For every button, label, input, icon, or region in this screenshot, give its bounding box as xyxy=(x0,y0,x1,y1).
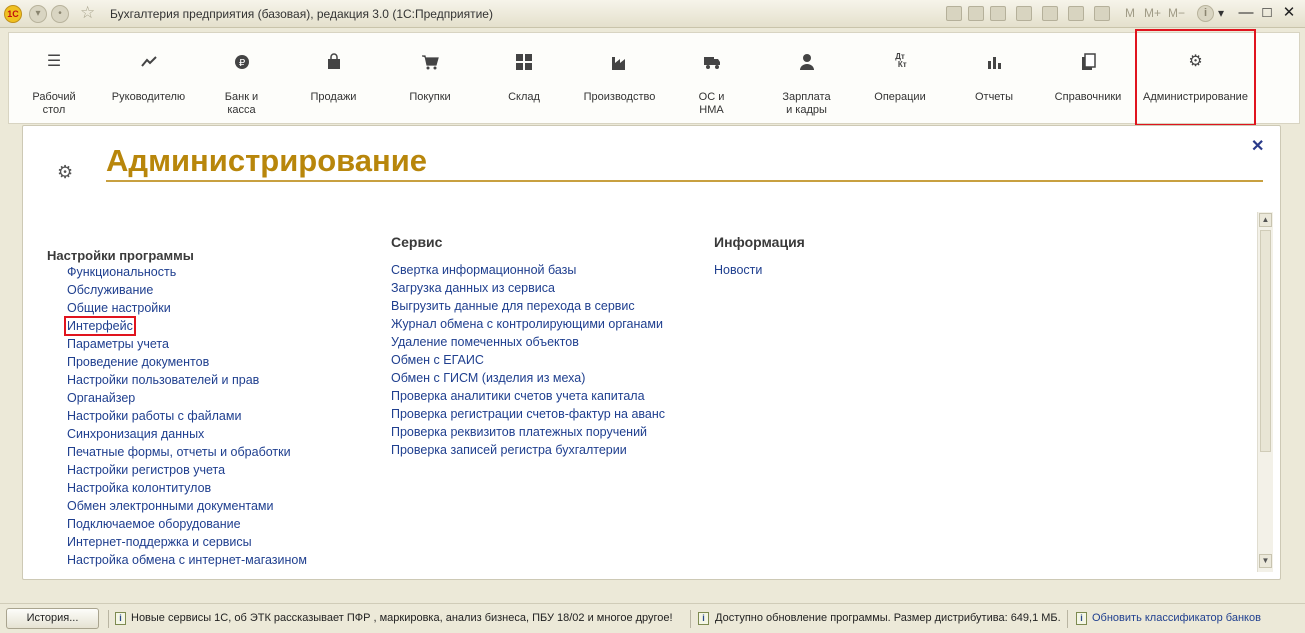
memory-plus-button[interactable]: M+ xyxy=(1144,6,1162,20)
link-interface[interactable]: Интерфейс xyxy=(67,319,133,333)
section-label: Администрирование xyxy=(1143,91,1248,103)
truck-icon xyxy=(703,53,721,71)
link-edo[interactable]: Обмен электронными документами xyxy=(67,499,274,513)
svg-text:₽: ₽ xyxy=(238,58,245,69)
link-delete-marked[interactable]: Удаление помеченных объектов xyxy=(391,335,579,349)
memory-m-button[interactable]: M xyxy=(1125,6,1135,20)
link-general-settings[interactable]: Общие настройки xyxy=(67,301,171,315)
close-window-button[interactable]: ✕ xyxy=(1282,4,1296,21)
section-label: Отчеты xyxy=(974,91,1014,103)
grid-icon xyxy=(515,53,533,71)
section-label: Рабочий стол xyxy=(32,91,76,116)
divider xyxy=(108,610,109,628)
favorites-star-icon[interactable]: ☆ xyxy=(80,3,96,22)
sections-panel xyxy=(8,32,1300,124)
vertical-scrollbar[interactable] xyxy=(1257,212,1273,572)
trend-icon xyxy=(140,53,158,71)
status-message-news[interactable]: Новые сервисы 1С, об ЭТК рассказывает ПФР , маркировка, анализ бизнеса, ПБУ 18/02 и многое другое! xyxy=(131,612,673,624)
info-icon: i xyxy=(1076,612,1087,625)
gear-icon: ⚙ xyxy=(57,162,74,182)
status-message-update[interactable]: Доступно обновление программы. Размер дистрибутива: 649,1 МБ. xyxy=(715,612,1061,624)
link-exchange-journal[interactable]: Журнал обмена с контролирующими органами xyxy=(391,317,663,331)
section-bank[interactable] xyxy=(199,33,284,125)
update-bank-classifier-link[interactable]: Обновить классификатор банков xyxy=(1092,612,1261,624)
scroll-thumb[interactable] xyxy=(1260,230,1271,452)
calculator-icon[interactable] xyxy=(1094,6,1110,21)
link-maintenance[interactable]: Обслуживание xyxy=(67,283,154,297)
section-assets[interactable] xyxy=(669,33,754,125)
link-equipment[interactable]: Подключаемое оборудование xyxy=(67,517,241,531)
person-icon xyxy=(798,53,816,71)
section-label: Производство xyxy=(583,91,656,103)
history-button[interactable]: История... xyxy=(6,608,99,629)
link-payment-orders[interactable]: Проверка реквизитов платежных поручений xyxy=(391,425,648,439)
settings-heading: Настройки программы xyxy=(47,248,194,263)
link-icon[interactable] xyxy=(1016,6,1032,21)
section-reports[interactable] xyxy=(949,33,1039,125)
link-gism[interactable]: Обмен с ГИСМ (изделия из меха) xyxy=(391,371,586,385)
favorites-icon[interactable] xyxy=(1042,6,1058,21)
info-icon: i xyxy=(698,612,709,625)
factory-icon xyxy=(611,53,629,71)
status-bar xyxy=(0,603,1305,633)
preview-icon[interactable] xyxy=(990,6,1006,21)
link-file-settings[interactable]: Настройки работы с файлами xyxy=(67,409,242,423)
ruble-icon xyxy=(233,53,251,71)
link-advance-invoices[interactable]: Проверка регистрации счетов-фактур на аванс xyxy=(391,407,666,421)
history-icon[interactable] xyxy=(1068,6,1084,21)
link-accounting-register[interactable]: Проверка записей регистра бухгалтерии xyxy=(391,443,627,457)
info-icon: i xyxy=(115,612,126,625)
section-label: Операции xyxy=(874,91,926,103)
link-organizer[interactable]: Органайзер xyxy=(67,391,136,405)
link-capital-analytics[interactable]: Проверка аналитики счетов учета капитала xyxy=(391,389,645,403)
section-warehouse[interactable] xyxy=(479,33,569,125)
section-catalogs[interactable] xyxy=(1043,33,1133,125)
link-export-to-service[interactable]: Выгрузить данные для перехода в сервис xyxy=(391,299,635,313)
section-label: Банк и касса xyxy=(224,91,259,116)
dt-kt-icon: Дт Кт xyxy=(893,52,907,69)
section-salary[interactable] xyxy=(759,33,854,125)
menu-icon: ☰ xyxy=(46,53,62,70)
administration-panel xyxy=(22,125,1281,580)
section-label: Руководителю xyxy=(111,91,186,103)
cart-icon xyxy=(421,53,439,71)
link-load-from-service[interactable]: Загрузка данных из сервиса xyxy=(391,281,555,295)
close-panel-button[interactable]: ✕ xyxy=(1251,138,1265,155)
link-accounting-params[interactable]: Параметры учета xyxy=(67,337,169,351)
link-registers-settings[interactable]: Настройки регистров учета xyxy=(67,463,226,477)
bar-chart-icon xyxy=(985,53,1003,71)
section-purchases[interactable] xyxy=(385,33,475,125)
section-label: Справочники xyxy=(1054,91,1122,103)
section-operations[interactable] xyxy=(855,33,945,125)
section-label: Продажи xyxy=(310,91,357,103)
link-users-rights[interactable]: Настройки пользователей и прав xyxy=(67,373,260,387)
memory-minus-button[interactable]: M− xyxy=(1168,6,1186,20)
divider xyxy=(690,610,691,628)
link-document-posting[interactable]: Проведение документов xyxy=(67,355,210,369)
link-internet-support[interactable]: Интернет-поддержка и сервисы xyxy=(67,535,252,549)
link-eshop-exchange[interactable]: Настройка обмена с интернет-магазином xyxy=(67,553,307,567)
link-headers-footers[interactable]: Настройка колонтитулов xyxy=(67,481,212,495)
scroll-up-button[interactable]: ▲ xyxy=(1259,213,1272,227)
service-heading: Сервис xyxy=(391,234,443,250)
info-icon[interactable]: i xyxy=(1197,5,1214,22)
link-functionality[interactable]: Функциональность xyxy=(67,265,177,279)
link-egais[interactable]: Обмен с ЕГАИС xyxy=(391,353,484,367)
window-title: Бухгалтерия предприятия (базовая), редакция 3.0 (1С:Предприятие) xyxy=(110,7,493,21)
section-label: Склад xyxy=(508,91,540,103)
minimize-button[interactable]: — xyxy=(1238,4,1254,21)
history-back-icon[interactable]: • xyxy=(51,5,69,23)
page-title: Администрирование xyxy=(106,143,428,178)
section-sales[interactable] xyxy=(291,33,376,125)
save-icon[interactable] xyxy=(946,6,962,21)
link-data-sync[interactable]: Синхронизация данных xyxy=(67,427,205,441)
section-production[interactable] xyxy=(572,33,667,125)
bag-icon xyxy=(325,53,343,71)
title-divider xyxy=(106,180,1263,182)
link-db-rollup[interactable]: Свертка информационной базы xyxy=(391,263,577,277)
link-print-forms[interactable]: Печатные формы, отчеты и обработки xyxy=(67,445,291,459)
books-icon xyxy=(1079,53,1097,71)
section-manager[interactable] xyxy=(101,33,196,125)
info-heading: Информация xyxy=(714,234,805,250)
section-label: Зарплата и кадры xyxy=(782,91,831,116)
app-logo-icon[interactable]: 1С xyxy=(4,5,22,23)
section-desktop[interactable] xyxy=(9,33,99,125)
gear-icon: ⚙ xyxy=(1188,53,1203,70)
menu-dropdown-icon[interactable]: ▾ xyxy=(29,5,47,23)
section-label: ОС и НМА xyxy=(698,91,725,116)
section-label: Покупки xyxy=(409,91,451,103)
scroll-down-button[interactable]: ▼ xyxy=(1259,554,1272,568)
maximize-button[interactable]: □ xyxy=(1262,4,1272,21)
divider xyxy=(1067,610,1068,628)
section-administration[interactable] xyxy=(1135,29,1256,126)
print-icon[interactable] xyxy=(968,6,984,21)
info-dropdown-icon[interactable]: ▾ xyxy=(1218,6,1225,20)
link-news[interactable]: Новости xyxy=(714,263,763,277)
title-bar xyxy=(0,0,1305,28)
